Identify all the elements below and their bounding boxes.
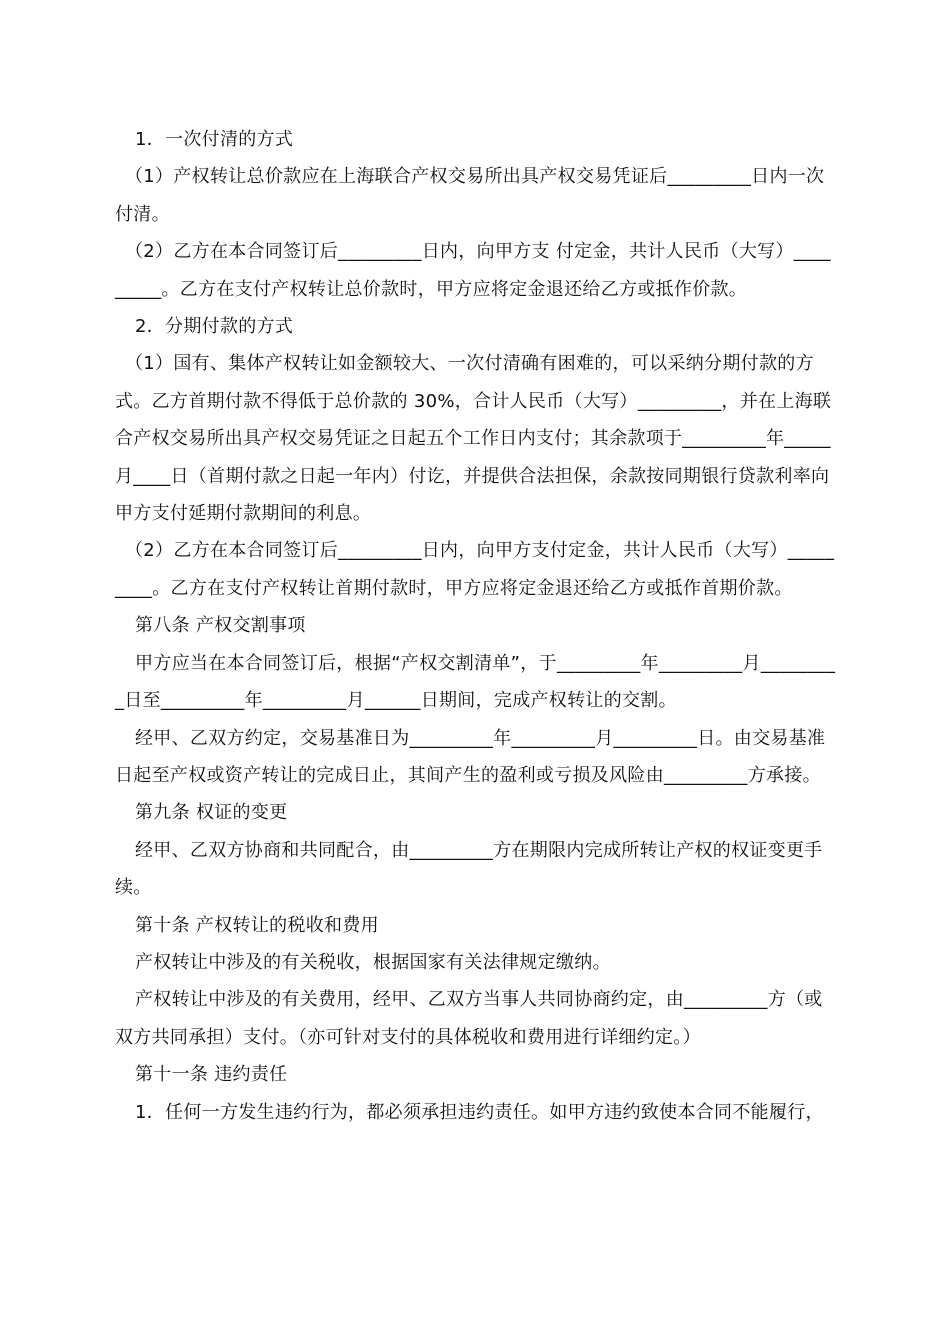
article-11-heading: 第十一条 违约责任: [135, 1064, 288, 1086]
paragraph-14-fees: 产权转让中涉及的有关费用，经甲、乙双方当事人共同协商约定，由_________方（或双方共同承担）支付。（亦可针对支付的具体税收和费用进行详细约定。）: [115, 989, 823, 1048]
paragraph-16-liability: 1．任何一方发生违约行为，都必须承担违约责任。如甲方违约致使本合同不能履行，: [135, 1101, 824, 1123]
paragraph-13-taxes: 产权转让中涉及的有关税收，根据国家有关法律规定缴纳。: [135, 951, 611, 973]
paragraph-5-installment-term: （1）国有、集体产权转让如金额较大、一次付清确有困难的，可以采纳分期付款的方式。乙方首期付款不得低于总价款的 30%，合计人民币（大写）_________，并在上海联合产权交易所出具产权交易凭证之日起五个工作日内支付；其余款项于_________年_____月____日（首期付款之日起一年内）付讫，并提供合法担保，余款按同期银行贷款利率向甲方支付延期付款期间的利息。: [115, 353, 832, 525]
paragraph-3-deposit-term: （2）乙方在本合同签订后_________日内，向甲方支 付定金，共计人民币（大写）_________。乙方在支付产权转让总价款时，甲方应将定金退还给乙方或抵作价款。: [115, 241, 831, 300]
paragraph-9-base-date: 经甲、乙双方约定，交易基准日为_________年_________月_________日。由交易基准日起至产权或资产转让的完成日止，其间产生的盈利或亏损及风险由_________方承接。: [115, 727, 826, 786]
article-9-heading: 第九条 权证的变更: [135, 802, 288, 824]
article-8-heading: 第八条 产权交割事项: [135, 615, 306, 637]
document-body: [115, 121, 837, 1131]
paragraph-11-certificate-change: 经甲、乙双方协商和共同配合，由_________方在期限内完成所转让产权的权证变更手续。: [115, 839, 823, 899]
paragraph-6-installment-deposit: （2）乙方在本合同签订后_________日内，向甲方支付定金，共计人民币（大写）_________。乙方在支付产权转让首期付款时，甲方应将定金退还给乙方或抵作首期价款。: [115, 540, 835, 599]
paragraph-2-single-payment-term: （1）产权转让总价款应在上海联合产权交易所出具产权交易凭证后_________日内一次付清。: [115, 166, 825, 225]
article-10-heading: 第十条 产权转让的税收和费用: [135, 914, 379, 936]
paragraph-4-installment-heading: 2．分期付款的方式: [135, 316, 294, 338]
paragraph-8-handover: 甲方应当在本合同签订后，根据“产权交割清单”，于_________年_________月_________日至_________年_________月______日期间，完成产权转让的交割。: [115, 652, 836, 712]
paragraph-1-single-payment-heading: 1．一次付清的方式: [135, 129, 294, 150]
